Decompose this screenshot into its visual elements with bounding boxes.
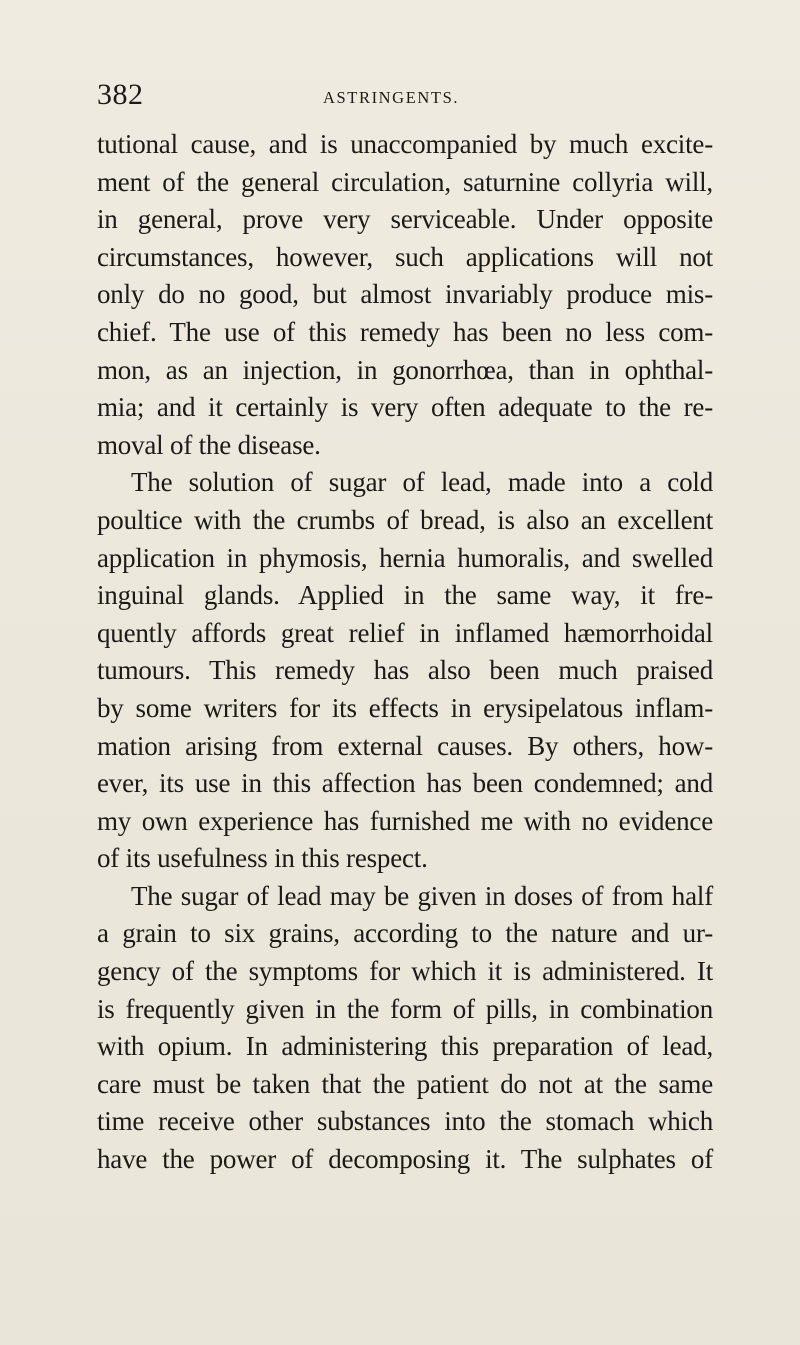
text-line: ment of the general circulation, saturnine collyria will,: [97, 166, 713, 197]
text-line: of its usefulness in this respect.: [97, 843, 428, 874]
text-line: quently affords great relief in inflamed hæmorrhoidal: [97, 617, 713, 648]
text-line: mia; and it certainly is very often adequate to the re-: [97, 392, 713, 423]
text-line: mon, as an injection, in gonorrhœa, than in ophthal-: [97, 354, 713, 385]
page-number: 382: [97, 78, 144, 111]
running-head: ASTRINGENTS.: [323, 88, 460, 107]
text-line: tutional cause, and is unaccompanied by much excite-: [97, 129, 713, 159]
text-line: inguinal glands. Applied in the same way, it fre-: [97, 580, 713, 611]
text-line: application in phymosis, hernia humoralis, and swelled: [97, 542, 713, 573]
text-line: care must be taken that the patient do not at the same: [97, 1068, 713, 1099]
text-line: moval of the disease.: [97, 429, 321, 460]
text-line: by some writers for its effects in erysipelatous inflam-: [97, 692, 713, 723]
text-line: my own experience has furnished me with no evidence: [97, 805, 713, 836]
text-line: chief. The use of this remedy has been no less com-: [97, 316, 713, 347]
text-line: poultice with the crumbs of bread, is also an excellent: [97, 504, 713, 535]
body-text: [97, 126, 713, 1179]
text-line: mation arising from external causes. By others, how-: [97, 730, 713, 761]
text-line: The solution of sugar of lead, made into a cold: [131, 467, 713, 498]
text-line: with opium. In administering this preparation of lead,: [97, 1031, 713, 1062]
text-line: in general, prove very serviceable. Under opposite: [97, 204, 713, 235]
text-line: circumstances, however, such applications will not: [97, 241, 713, 272]
text-line: time receive other substances into the stomach which: [97, 1106, 713, 1137]
text-line: gency of the symptoms for which it is administered. It: [97, 956, 713, 987]
text-line: The sugar of lead may be given in doses of from half: [131, 880, 713, 911]
page-header: [0, 78, 800, 118]
text-line: is frequently given in the form of pills, in combination: [97, 993, 713, 1024]
text-line: have the power of decomposing it. The sulphates of: [97, 1144, 713, 1175]
text-line: tumours. This remedy has also been much praised: [97, 655, 713, 686]
text-line: only do no good, but almost invariably produce mis-: [97, 279, 713, 310]
text-line: ever, its use in this affection has been condemned; and: [97, 768, 713, 799]
text-line: a grain to six grains, according to the nature and ur-: [97, 918, 713, 949]
